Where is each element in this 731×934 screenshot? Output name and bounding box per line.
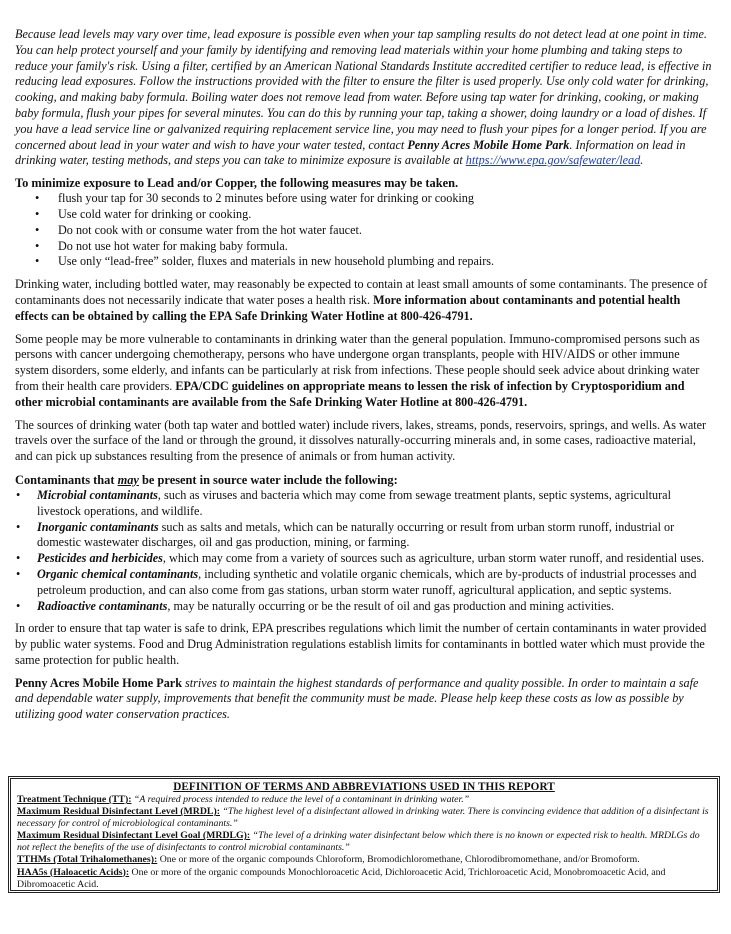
definition-item: Treatment Technique (TT): “A required process intended to reduce the level of a contaminant in drinking water.” [17,794,470,805]
definition-item: Maximum Residual Disinfectant Level Goal (MRDLG): “The level of a drinking water disinfectant below which there is no known or expected risk to health. MRDLGs do not reflect the benefits of the use of disinfectants to control microbial contaminants.” [17,830,700,854]
definition-item: TTHMs (Total Trihalomethanes): One or more of the organic compounds Chloroform, Bromodichloromethane, Chlorodibromomethane, and/or Bromoform. [17,854,640,866]
definitions-box [8,776,720,893]
list-item: • Use only “lead-free” solder, fluxes and materials in new household plumbing and repairs. [15,254,714,270]
list-item: • Do not cook with or consume water from the hot water faucet. [15,223,714,239]
water-system-name: Penny Acres Mobile Home Park [407,137,570,152]
lead-intro-paragraph: Because lead levels may vary over time, lead exposure is possible even when your tap sampling results do not detect lead at one point in time. You can help protect yourself and your family by identifying and removing lead materials within your home plumbing and taking steps to reduce your family's risk. Using a filter, certified by an American National Standards Institute accredited certifier to reduce lead, is effective in reducing lead exposures. Follow the instructions provided with the filter to ensure the filter is used properly. Use only cold water for drinking, cooking, and making baby formula. Boiling water does not remove lead from water. Before using tap water for drinking, cooking, or making baby formula, flush your pipes for several minutes. You can do this by running your tap, taking a shower, doing laundry or a load of dishes. If you have a lead service line or galvanized requiring replacement service line, you may need to flush your pipes for a longer period. If you are concerned about lead in your water and wish to have your water tested, contact Penny Acres Mobile Home Park. Information on lead in drinking water, testing methods, and steps you can take to minimize exposure is available at https://www.epa.gov/safewater/lead. [15,27,712,168]
definitions-title: DEFINITION OF TERMS AND ABBREVIATIONS USED IN THIS REPORT [173,781,555,793]
definition-item: HAA5s (Haloacetic Acids): One or more of the organic compounds Monochloroacetic Acid, Dichloroacetic Acid, Trichloroacetic Acid, Monobromoacetic Acid, and Dibromoacetic Acid. [17,866,666,890]
list-item: • Pesticides and herbicides, which may come from a variety of sources such as agriculture, urban storm water runoff, and residential uses. [15,551,714,567]
definition-item: Maximum Residual Disinfectant Level (MRDL): “The highest level of a disinfectant allowed in drinking water. There is convincing evidence that addition of a disinfectant is necessary for control of microbiological contaminants.” [17,806,709,830]
document-page [15,27,714,723]
list-item: • Organic chemical contaminants, including synthetic and volatile organic chemicals, which are by-products of industrial processes and petroleum production, and can also come from gas stations, urban storm water runoff, agricultural application, and septic systems. [15,567,714,599]
list-item: • Use cold water for drinking or cooking. [15,207,714,223]
list-item: • Inorganic contaminants such as salts and metals, which can be naturally occurring or result from urban storm runoff, industrial or domestic wastewater discharges, oil and gas production, mining, or farming. [15,520,714,552]
closing-paragraph: Penny Acres Mobile Home Park strives to maintain the highest standards of performance and quality possible. In order to maintain a safe and dependable water supply, improvements that benefit the community must be made. Please help keep these costs as low as possible by utilizing good water conservation practices. [15,675,699,722]
vulnerable-populations-paragraph: Some people may be more vulnerable to contaminants in drinking water than the general population. Immuno-compromised persons such as persons with cancer undergoing chemotherapy, persons who have undergone organ transplants, people with HIV/AIDS or other immune system disorders, some elderly, and infants can be particularly at risk from infections. These people should seek advice about drinking water from their health care providers. EPA/CDC guidelines on appropriate means to lessen the risk of infection by Cryptosporidium and other microbial contaminants are available from the Safe Drinking Water Hotline at 800-426-4791. [15,331,700,409]
list-item: • flush your tap for 30 seconds to 2 minutes before using water for drinking or cooking [15,191,714,207]
contaminants-heading: Contaminants that may be present in source water include the following: [15,472,398,487]
contaminants-list [15,488,714,614]
list-item: • Microbial contaminants, such as viruses and bacteria which may come from sewage treatment plants, septic systems, agricultural livestock operations, and wildlife. [15,488,714,520]
regulations-paragraph: In order to ensure that tap water is safe to drink, EPA prescribes regulations which limit the number of certain contaminants in water provided by public water systems. Food and Drug Administration regulations establish limits for contaminants in bottled water which must provide the same protection for public health. [15,621,707,667]
lead-measures-heading: To minimize exposure to Lead and/or Copper, the following measures may be taken. [15,176,459,191]
water-system-name: Penny Acres Mobile Home Park [15,675,182,690]
lead-measures-list [15,191,714,270]
list-item: • Radioactive contaminants, may be naturally occurring or be the result of oil and gas production and mining activities. [15,599,714,615]
list-item: • Do not use hot water for making baby formula. [15,239,714,255]
water-sources-paragraph: The sources of drinking water (both tap water and bottled water) include rivers, lakes, streams, ponds, reservoirs, springs, and wells. As water travels over the surface of the land or through the ground, it dissolves naturally-occurring minerals and, in some cases, radioactive material, and can pick up substances resulting from the presence of animals or from human activity. [15,417,707,464]
bottled-water-paragraph: Drinking water, including bottled water, may reasonably be expected to contain at least small amounts of some contaminants. The presence of contaminants does not necessarily indicate that water poses a health risk. More information about contaminants and potential health effects can be obtained by calling the EPA Safe Drinking Water Hotline at 800-426-4791. [15,277,708,323]
epa-lead-link[interactable]: https://www.epa.gov/safewater/lead [465,153,641,168]
